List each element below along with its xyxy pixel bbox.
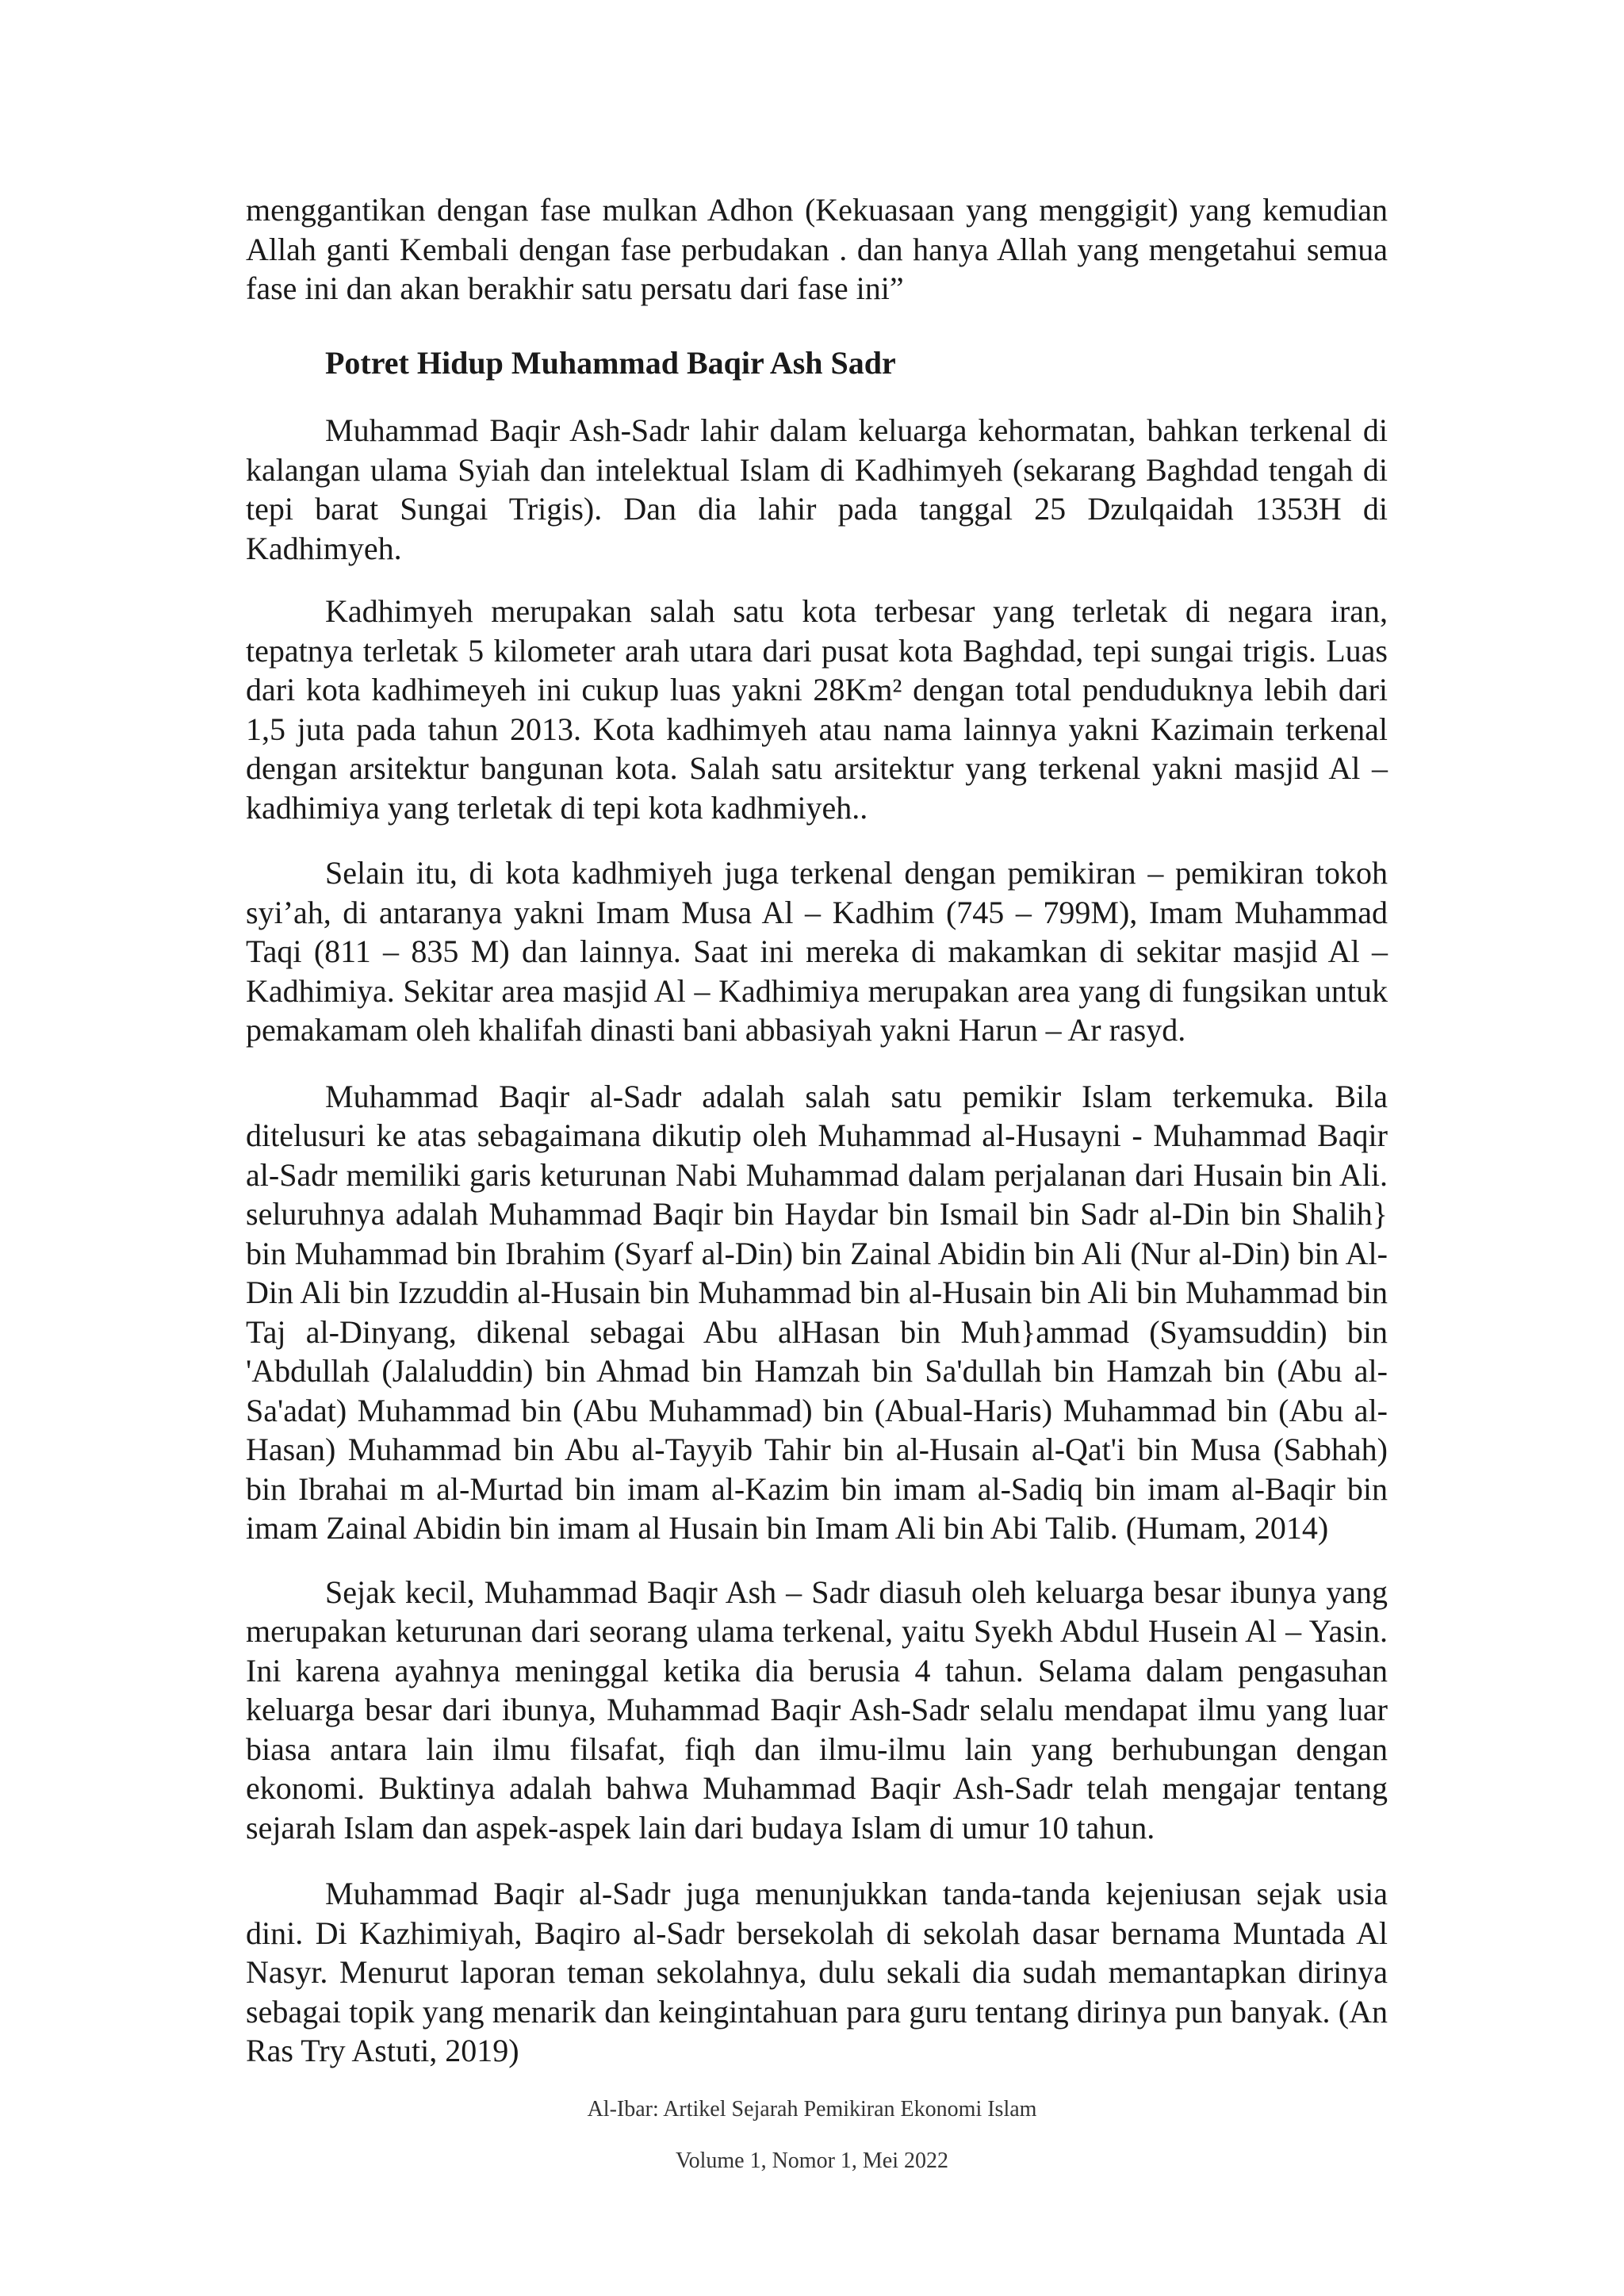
section-heading: Potret Hidup Muhammad Baqir Ash Sadr xyxy=(325,344,896,381)
opening-paragraph: menggantikan dengan fase mulkan Adhon (Kekuasaan yang menggigit) yang kemudian Allah ganti Kembali dengan fase perbudakan . dan hanya Allah yang mengetahui semua fase ini dan akan berakhir satu persatu dari fase ini” xyxy=(246,192,1388,306)
paragraph-childhood: Sejak kecil, Muhammad Baqir Ash – Sadr diasuh oleh keluarga besar ibunya yang merupakan keturunan dari seorang ulama terkenal, yaitu Syekh Abdul Husein Al – Yasin. Ini karena ayahnya meninggal ketika dia berusia 4 tahun. Selama dalam pengasuhan keluarga besar dari ibunya, Muhammad Baqir Ash-Sadr selalu mendapat ilmu yang luar biasa antara lain ilmu filsafat, fiqh dan ilmu-ilmu lain yang berhubungan dengan ekonomi. Buktinya adalah bahwa Muhammad Baqir Ash-Sadr telah mengajar tentang sejarah Islam dan aspek-aspek lain dari budaya Islam di umur 10 tahun. xyxy=(246,1573,1388,1846)
paragraph-birth: Muhammad Baqir Ash-Sadr lahir dalam keluarga kehormatan, bahkan terkenal di kalangan ulama Syiah dan intelektual Islam di Kadhimyeh (sekarang Baghdad tengah di tepi barat Sungai Trigis). Dan dia lahir pada tanggal 25 Dzulqaidah 1353H di Kadhimyeh. xyxy=(246,412,1388,566)
paragraph-shia-figures: Selain itu, di kota kadhmiyeh juga terkenal dengan pemikiran – pemikiran tokoh syi’ah, di antaranya yakni Imam Musa Al – Kadhim (745 – 799M), Imam Muhammad Taqi (811 – 835 M) dan lainnya. Saat ini mereka di makamkan di sekitar masjid Al – Kadhimiya. Sekitar area masjid Al – Kadhimiya merupakan area yang di fungsikan untuk pemakamam oleh khalifah dinasti bani abbasiyah yakni Harun – Ar rasyd. xyxy=(246,855,1388,1048)
paragraph-genius: Muhammad Baqir al-Sadr juga menunjukkan tanda-tanda kejeniusan sejak usia dini. Di Kazhimiyah, Baqiro al-Sadr bersekolah di sekolah dasar bernama Muntada Al Nasyr. Menurut laporan teman sekolahnya, dulu sekali dia sudah memantapkan dirinya sebagai topik yang menarik dan keingintahuan para guru tentang dirinya pun banyak. (An Ras Try Astuti, 2019) xyxy=(246,1876,1388,2068)
paragraph-lineage: Muhammad Baqir al-Sadr adalah salah satu pemikir Islam terkemuka. Bila ditelusuri ke atas sebagaimana dikutip oleh Muhammad al-Husayni - Muhammad Baqir al-Sadr memiliki garis keturunan Nabi Muhammad dalam perjalanan dari Husain bin Ali. seluruhnya adalah Muhammad Baqir bin Haydar bin Ismail bin Sadr al-Din bin Shalih} bin Muhammad bin Ibrahim (Syarf al-Din) bin Zainal Abidin bin Ali (Nur al-Din) bin Al-Din Ali bin Izzuddin al-Husain bin Muhammad bin al-Husain bin Ali bin Muhammad bin Taj al-Dinyang, dikenal sebagai Abu alHasan bin Muh}ammad (Syamsuddin) bin 'Abdullah (Jalaluddin) bin Ahmad bin Hamzah bin Sa'dullah bin Hamzah bin (Abu al-Sa'adat) Muhammad bin (Abu Muhammad) bin (Abual-Haris) Muhammad bin (Abu al-Hasan) Muhammad bin Abu al-Tayyib Tahir bin al-Husain al-Qat'i bin Musa (Sabhah) bin Ibrahai m al-Murtad bin imam al-Kazim bin imam al-Sadiq bin imam al-Baqir bin imam Zainal Abidin bin imam al Husain bin Imam Ali bin Abi Talib. (Humam, 2014) xyxy=(246,1078,1388,1546)
paragraph-kadhimyeh: Kadhimyeh merupakan salah satu kota terbesar yang terletak di negara iran, tepatnya terletak 5 kilometer arah utara dari pusat kota Baghdad, tepi sungai trigis. Luas dari kota kadhimeyeh ini cukup luas yakni 28Km² dengan total penduduknya lebih dari 1,5 juta pada tahun 2013. Kota kadhimyeh atau nama lainnya yakni Kazimain terkenal dengan arsitektur bangunan kota. Salah satu arsitektur yang terkenal yakni masjid Al – kadhimiya yang terletak di tepi kota kadhmiyeh.. xyxy=(246,593,1388,826)
footer-journal-title: Al-Ibar: Artikel Sejarah Pemikiran Ekonomi Islam xyxy=(587,2097,1037,2122)
document-body xyxy=(246,190,1388,2071)
footer-issue: Volume 1, Nomor 1, Mei 2022 xyxy=(675,2148,949,2173)
